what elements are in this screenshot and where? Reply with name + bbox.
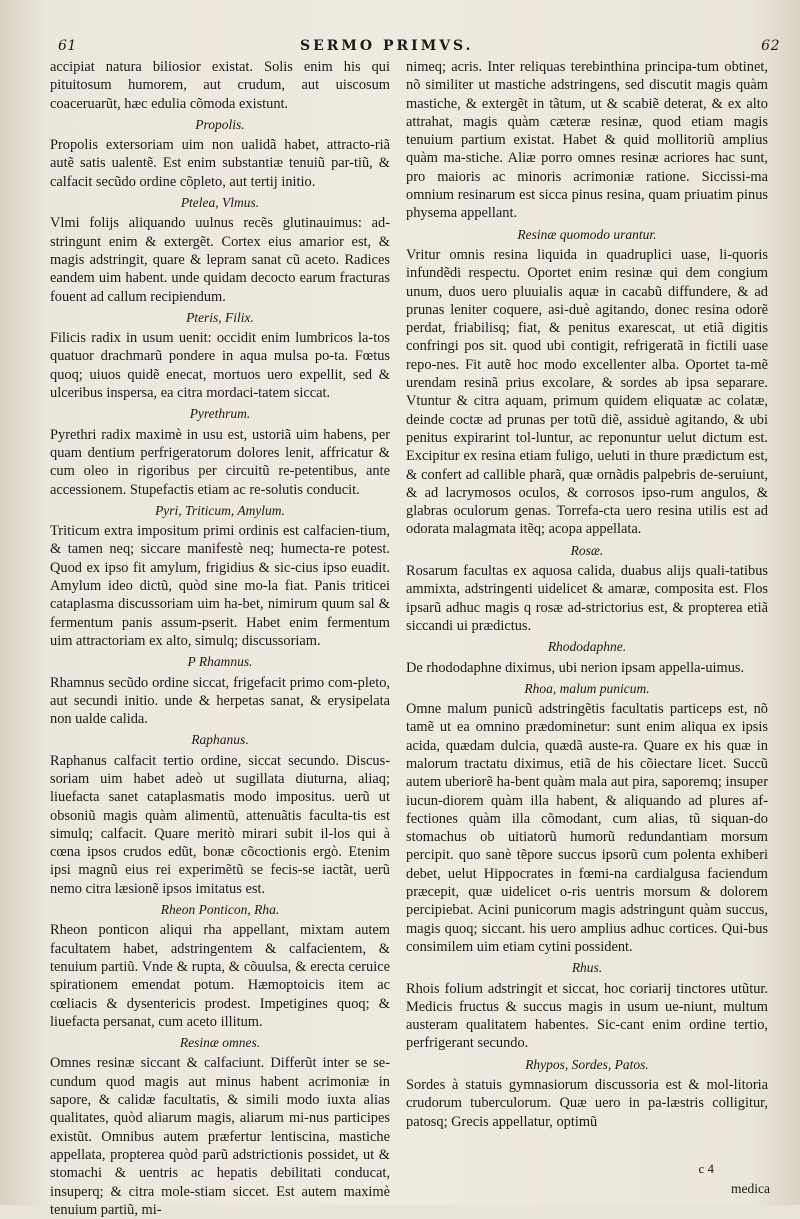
text-paragraph: accipiat natura biliosior existat. Solis enim his qui pituitosum humorem, aut crudum, aut uiscosum coaceruarũt, hæc edulia cõmoda existunt. — [50, 59, 390, 112]
text-paragraph: Triticum extra impositum primi ordinis est calfacien-tium, & tamen neq; siccare manifestè neq; humecta-re potest. Quod ex ipso fit amylum, frigidius & sic-cius ipso euadit. Amylum ideo dictũ, quòd sine mo-la fiat. Panis triticei cataplasma discussoriam uim ha-bet, nimirum quum sal & fermentum panis assum-pserit. Habet enim fermentum uim attractoriam ex alto, simulq; discussoriam. — [50, 523, 390, 649]
text-paragraph: Rosarum facultas ex aquosa calida, duabus alijs quali-tatibus ammixta, adstringenti uidelicet & amaræ, composita est. Flos ipsarũ adhuc magis q rosæ ad-strictorius est, & propterea etiã siccandi ui prædictus. — [406, 563, 768, 634]
running-title: SERMO PRIMVS. — [300, 38, 474, 54]
section-heading: P Rhamnus. — [187, 654, 253, 670]
section-heading: Rheon Ponticon, Rha. — [160, 902, 280, 918]
right-folio-number: 62 — [761, 38, 780, 54]
right-text-column — [406, 58, 768, 1175]
left-text-column — [50, 58, 390, 1218]
section-heading: Rhus. — [571, 960, 603, 976]
section-heading: Rhoa, malum punicum. — [524, 680, 650, 696]
text-paragraph: Filicis radix in usum uenit: occidit enim lumbricos la-tos quatuor drachmarũ pondere in aqua mulsa po-ta. Fœtus quoq; uiuos quidẽ enecat, mortuos uero expellit, sed & ulceribus inspersa, ea citra mordaci-tatem siccat. — [50, 330, 390, 402]
text-paragraph: Omne malum punicũ adstringẽtis facultatis particeps est, nõ tamẽ ut ea omnino prædominetur: sunt enim aliqua ex ipsis acida, quædam dulcia, quædã auste-ra. Quare ex his quæ in malorum tractatu diximus, etiã de his cõiectare licet. Succũ autem uberiorẽ ha-bent quàm mala aut pira, saporemq; insuper iucun-diorem quàm illa habent, & aliquando ad plures af-fectiones quàm illa cõmodant, cum alias, tũ siquan-do stomachus ob uitiatorũ humorũ redundantiam morsum percipit. quo sanè tẽpore succus ipsorũ cum polenta exhiberi debet, uelut Hippocrates in fœmi-na cardialgusa faciendum præcepit, quæ uidelicet o-ris uentris morsum & dolorem percipiebat. Acini punicorum magis adstringunt quàm succus, magis quoq; siccant. his uero amplius adhuc cortices. Qui-bus consimilem uim etiam cytini possident. — [406, 701, 768, 955]
section-heading: Propolis. — [195, 116, 245, 132]
text-paragraph: nimeq; acris. Inter reliquas terebinthina principa-tum obtinet, nõ similiter ut mastiche adstringens, sed discutit magis quàm mastiche, & extergẽt in tãtum, ut & scabiẽ deterat, & ex alto attrahat, magis quàm cæteræ resinæ, quod etiam magis tenuium partium existat. Habet & quid mollitoriũ amplius quàm ma-stiche. Aliæ porro omnes resinæ acriores hac sunt, pro maioris ac minoris acrimoniæ ratione. Siccissi-ma omnium resinarum est sicca pinus resina, quam priuatim pinus physema appellant. — [406, 59, 768, 222]
section-heading: Rosæ. — [570, 542, 604, 558]
text-paragraph: De rhododaphne diximus, ubi nerion ipsam appella-uimus. — [406, 659, 745, 676]
running-head — [0, 38, 800, 58]
left-folio-number: 61 — [58, 38, 77, 54]
text-paragraph: Omnes resinæ siccant & calfaciunt. Differũt inter se se-cundum quod magis aut minus habent acrimoniæ in sapore, & calidæ facultatis, & simili modo iuxta alias qualitates, quòd aliarum magis, aliarum mi-nus participes existũt. Omnibus autem præfertur lentiscina, mastiche appellata, propterea quòd parũ adstrictionis possidet, ut & stomachi & uentris ac hepatis debilitati conducat, insuperq; & citra mole-stiam siccet. Est autem maximè tenuium partiũ, mi- — [50, 1055, 390, 1218]
text-paragraph: Rhamnus secũdo ordine siccat, frigefacit primo com-pleto, aut secundi initio. unde & herpetas sanat, & erysipelata non ualde calida. — [50, 674, 390, 728]
catchword: medica — [731, 1181, 770, 1196]
section-heading: Raphanus. — [191, 732, 249, 748]
text-paragraph: Pyrethri radix maximè in usu est, ustoriã uim habens, per quam dentium perfrigeratorum dolores lenit, affricatur & cum oleo in rigoribus per circuitũ re-petentibus, ante accessionem. Stupefactis etiam ac re-solutis conducit. — [50, 426, 390, 498]
section-heading: Ptelea, Vlmus. — [180, 195, 260, 211]
section-heading: Pyrethrum. — [189, 406, 251, 422]
section-heading: Pteris, Filix. — [186, 309, 254, 325]
text-paragraph: Sordes à statuis gymnasiorum discussoria est & mol-litoria crudorum tuberculorum. Quæ uero in pa-læstris colligitur, patosq; Grecis appellatur, optimũ — [406, 1077, 768, 1130]
section-heading: Resinæ omnes. — [179, 1035, 261, 1051]
text-paragraph: Rhois folium adstringit et siccat, hoc coriarij tinctores utũtur. Medicis fructus & succus magis in usum ue-niunt, multum austeram qualitatem habentes. Sic-cant enim ordine tertio, perfrigerant secundo. — [406, 980, 768, 1052]
signature-mark: c 4 — [698, 1161, 714, 1176]
section-heading: Rhododaphne. — [547, 639, 627, 655]
text-paragraph: Raphanus calfacit tertio ordine, siccat secundo. Discus-soriam uim habet adeò ut sugillata diuturna, aliaq; liuefacta sanet cataplasmatis modo impositus. uerũ ut obsoniũ magis quàm alimentũ, attenuãtis faculta-tis est simulq; calfacit. Quare meritò mirari subit il-los qui à cœna ipsos crudos edũt, bonæ cõcoctionis ergò. Etenim ipsi magnũ eius rei experimẽtũ se fecis-se iactãt, uerũ nemo citra læsionẽ ipsos imitatus est. — [50, 752, 390, 897]
text-paragraph: Rheon ponticon aliqui rha appellant, mixtam autem facultatem habet, adstringentem & calfacientem, & tenuium partiũ. Vnde & rupta, & cõuulsa, & erecta ceruice spirationem emendat potum. Hæmoptoicis item ac cœliacis & dysentericis prodest. Impetigines quoq; & liuefacta persanat, cum aceto illitum. — [50, 922, 390, 1030]
text-paragraph: Vritur omnis resina liquida in quadruplici uase, li-quoris infundẽdi respectu. Oportet enim resinæ qui dem congium unum, duos uero pluuialis aquæ in cacabũ diffundere, & ad prunas leniter coquere, asi-duè agitando, donec resina odorẽ perdat, friabilisq; fiat, & penitus exarescat, ut etiã digitis confringi pos sit. quod ubi contigit, refrigeratã in fictili uase repo-nes. Fit autẽ hoc modo excellenter alba. Oportet ta-mẽ urendam resinã prius excolare, & sordes ab ipsa separare. Vtuntur & citra aquam, primum quidem eliquatæ ac colatæ, deinde coctæ ad prunas per totũ diẽ, assiduè agitando, & ubi penitus expirarint tol-luntur, ac reponuntur uelut dictum est. Excipitur ex resina etiam fuligo, ueluti in thure prædictum est, & confert ad callible pharã, quæ ornãdis palpebris de-seruiunt, & ad lacrymosos oculos, & corrosos ipso-rum angulos, & glabras oculorum genas. Torrefa-cta uero resina utilis est ad odorata malagmata itẽq; acopa appellata. — [406, 246, 768, 538]
text-paragraph: Vlmi folijs aliquando uulnus recẽs glutinauimus: ad-stringunt enim & extergẽt. Cortex eius amarior est, & magis adstringit, quare & lepram sanat cũ aceto. Radices eandem uim habent. unde quidam decocto earum fracturas fouent ad callum recipiendum. — [50, 215, 390, 305]
section-heading: Pyri, Triticum, Amylum. — [155, 502, 285, 518]
section-heading: Resinæ quomodo urantur. — [517, 226, 657, 242]
section-heading: Rhypos, Sordes, Patos. — [525, 1056, 649, 1072]
text-paragraph: Propolis extersoriam uim non ualidã habet, attracto-riã autẽ satis ualentẽ. Est enim substantiæ tenuiũ par-tiũ, & calfacit secũdo ordine cõpleto, aut tertij initio. — [50, 137, 390, 190]
